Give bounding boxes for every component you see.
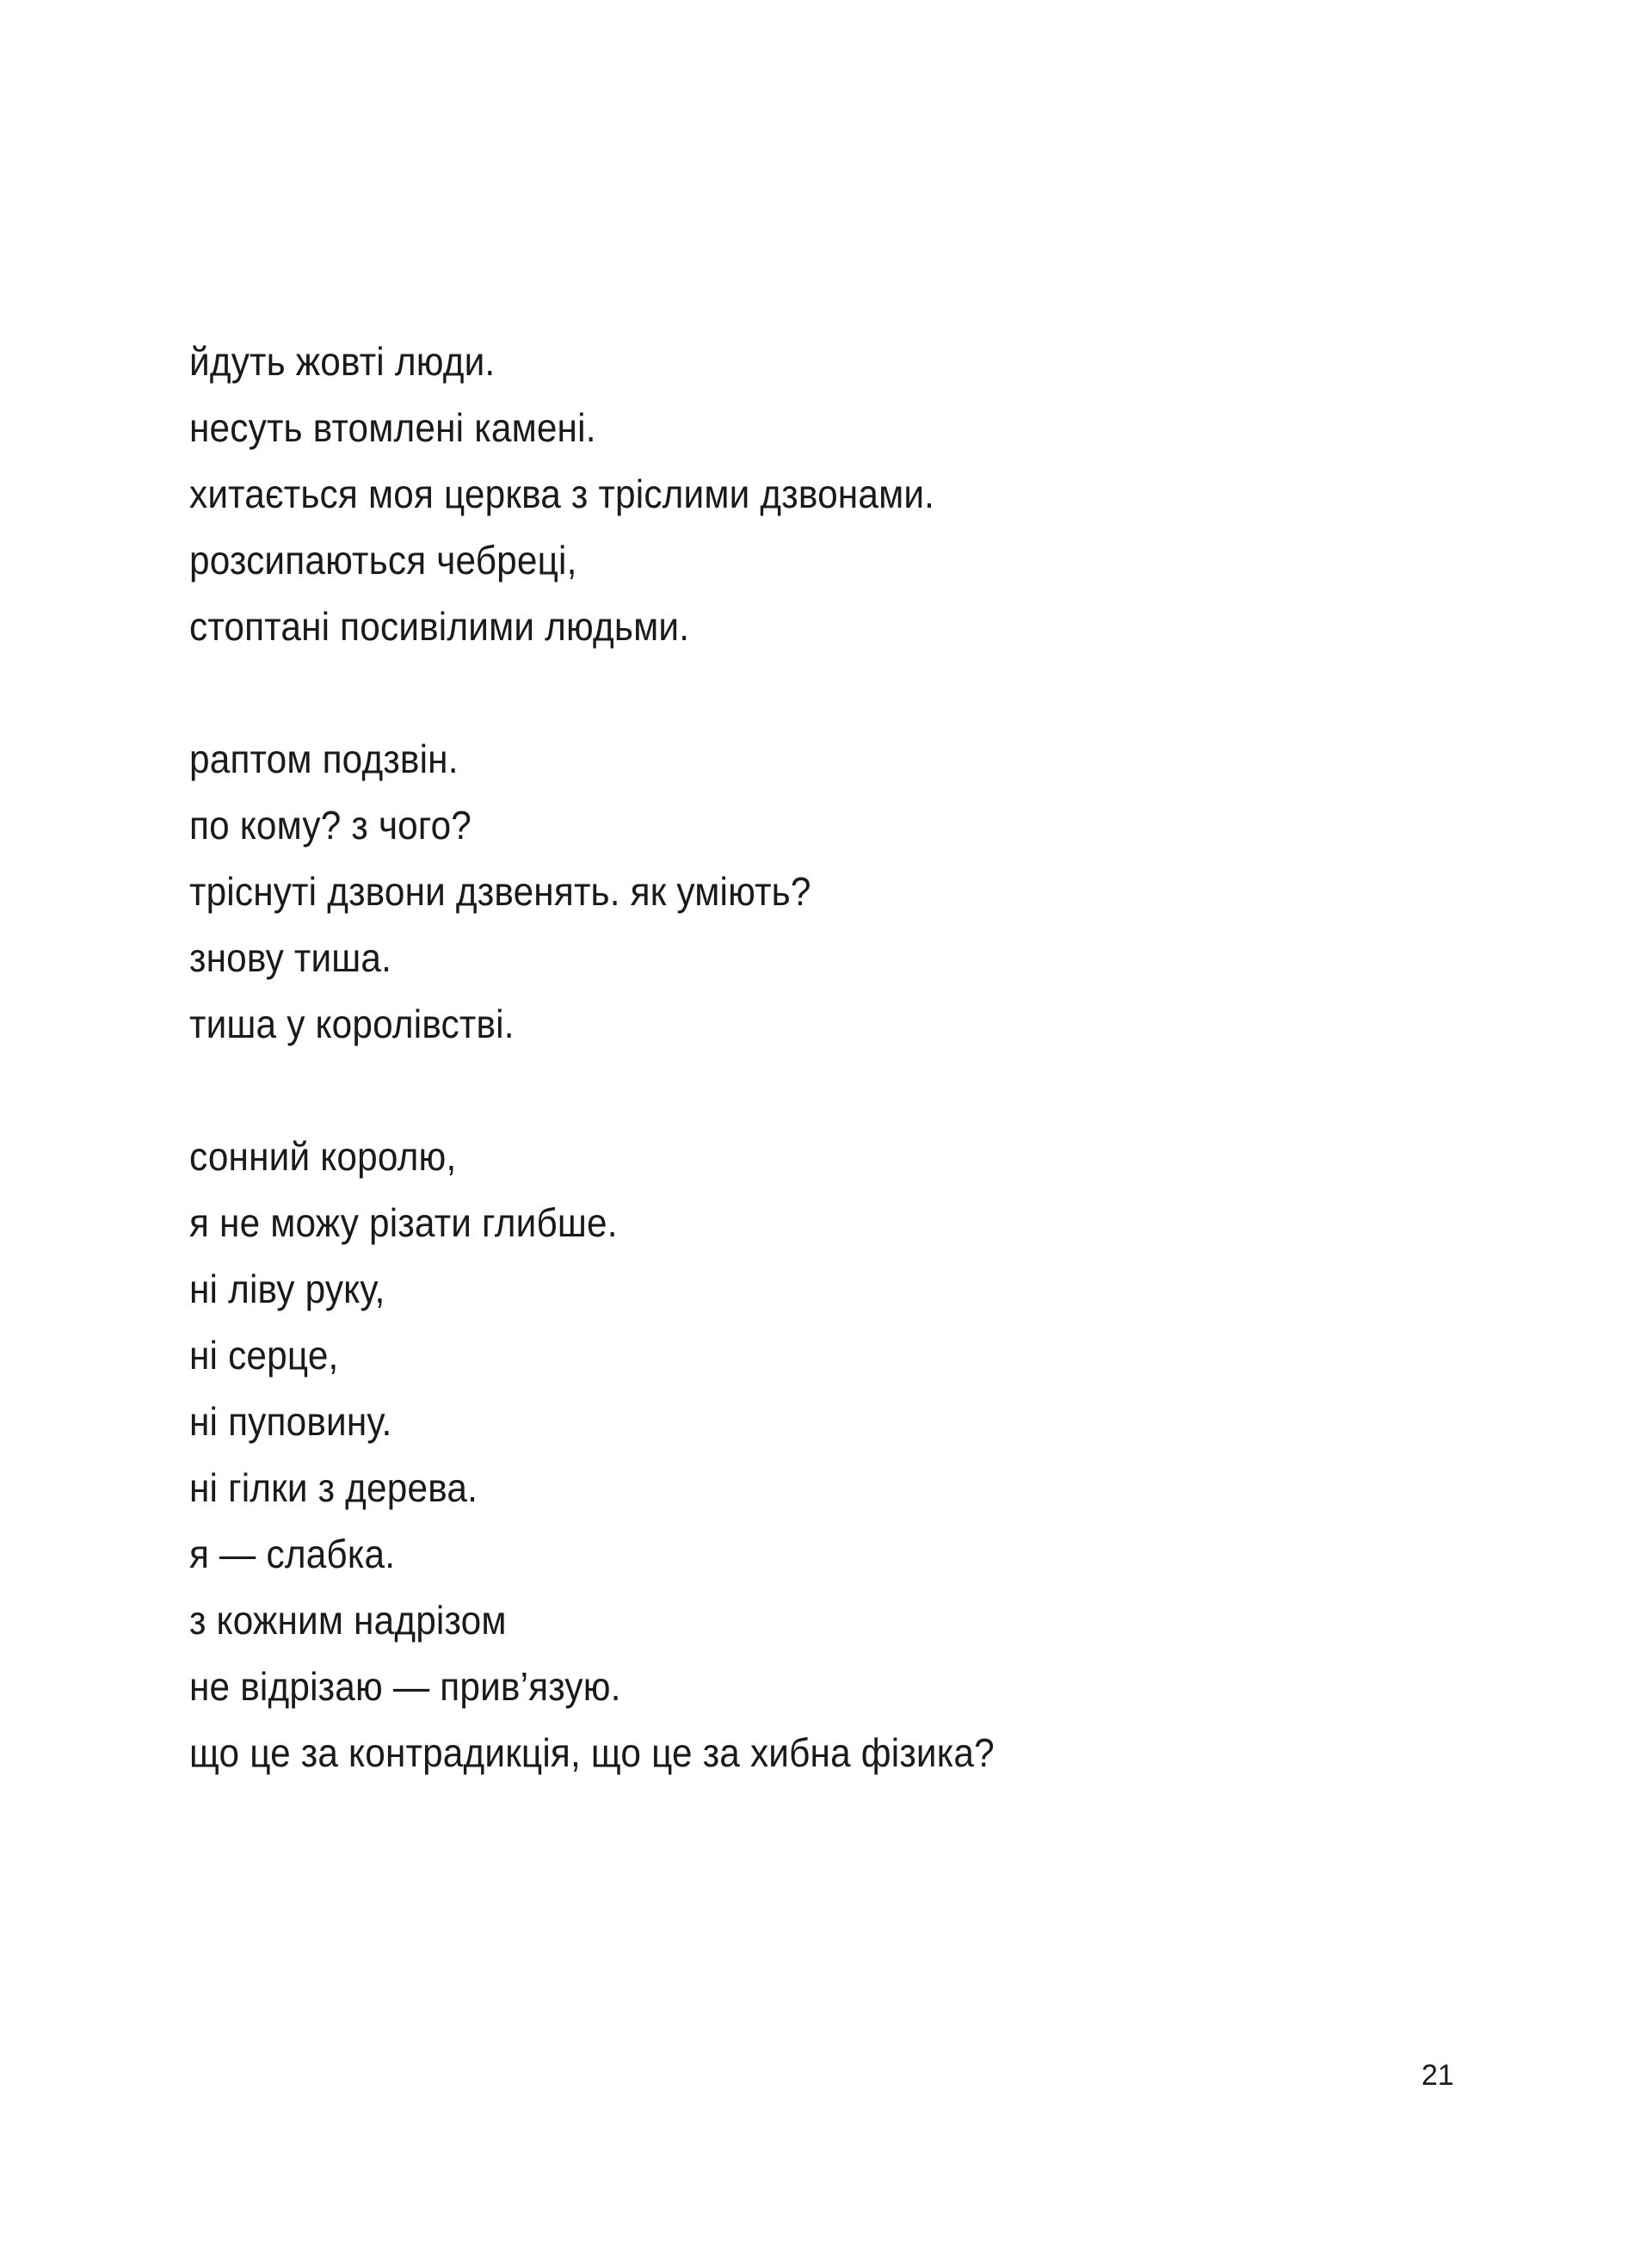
- poem-line: що це за контрадикція, що це за хибна фізика?: [189, 1730, 995, 1775]
- poem-line: я не можу різати глибше.: [189, 1200, 618, 1245]
- poem-line: знову тиша.: [189, 935, 392, 980]
- stanza-1: [189, 329, 1480, 660]
- poem-line: з кожним надрізом: [189, 1598, 507, 1643]
- stanza-3: [189, 1124, 1480, 1786]
- poem-line: я — слабка.: [189, 1532, 396, 1576]
- poem-line: не відрізаю — прив’язую.: [189, 1664, 621, 1709]
- poem-line: ні серце,: [189, 1333, 339, 1378]
- poem-line: тиша у королівстві.: [189, 1002, 515, 1046]
- poem-line: сонний королю,: [189, 1134, 457, 1179]
- poem-line: йдуть жовті люди.: [189, 339, 496, 384]
- poem-line: ні гілки з дерева.: [189, 1465, 478, 1510]
- poem-line: по кому? з чого?: [189, 803, 472, 848]
- stanza-2: [189, 726, 1480, 1057]
- poem-line: тріснуті дзвони дзвенять. як уміють?: [189, 869, 811, 914]
- poem-line: ні пуповину.: [189, 1399, 392, 1444]
- poem-line: ні ліву руку,: [189, 1267, 385, 1311]
- poem-line: хитається моя церква з тріслими дзвонами.: [189, 472, 935, 516]
- page-number: 21: [1421, 2059, 1454, 2092]
- poem-line: раптом подзвін.: [189, 737, 459, 781]
- poem-line: стоптані посивілими людьми.: [189, 604, 690, 649]
- poem-line: несуть втомлені камені.: [189, 405, 596, 450]
- poem-body: [189, 329, 1480, 1853]
- poem-line: розсипаються чебреці,: [189, 538, 577, 583]
